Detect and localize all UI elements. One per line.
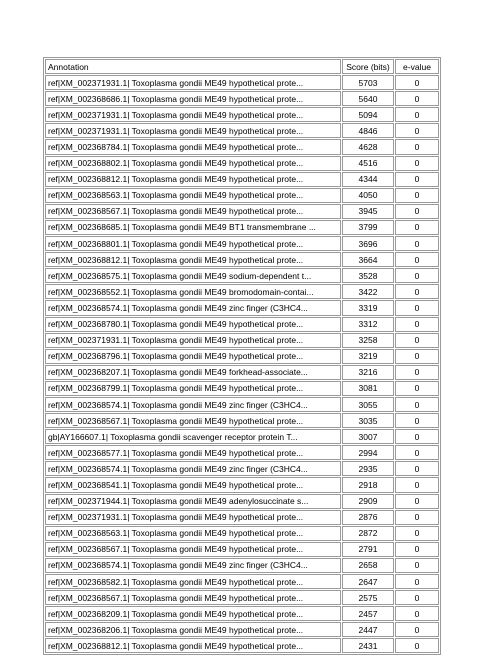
evalue-cell: 0 (395, 381, 439, 396)
score-cell: 5640 (342, 91, 394, 106)
blast-results-table (43, 57, 441, 655)
annotation-cell: ref|XM_002371931.1| Toxoplasma gondii ME49 hypothetical prote... (45, 107, 341, 122)
score-cell: 3219 (342, 349, 394, 364)
column-header-score: Score (bits) (342, 59, 394, 74)
score-cell: 3319 (342, 300, 394, 315)
evalue-cell: 0 (395, 542, 439, 557)
score-cell: 3528 (342, 268, 394, 283)
table-row (45, 220, 439, 235)
annotation-cell: ref|XM_002368812.1| Toxoplasma gondii ME49 hypothetical prote... (45, 172, 341, 187)
table-row (45, 510, 439, 525)
annotation-cell: ref|XM_002368207.1| Toxoplasma gondii ME49 forkhead-associate... (45, 365, 341, 380)
table-row (45, 558, 439, 573)
score-cell: 3216 (342, 365, 394, 380)
annotation-cell: ref|XM_002368206.1| Toxoplasma gondii ME49 hypothetical prote... (45, 622, 341, 637)
score-cell: 3035 (342, 413, 394, 428)
evalue-cell: 0 (395, 139, 439, 154)
evalue-cell: 0 (395, 300, 439, 315)
table-row (45, 300, 439, 315)
table-row (45, 590, 439, 605)
score-cell: 3007 (342, 429, 394, 444)
table-row (45, 461, 439, 476)
annotation-cell: ref|XM_002371944.1| Toxoplasma gondii ME49 adenylosuccinate s... (45, 494, 341, 509)
score-cell: 2918 (342, 477, 394, 492)
annotation-cell: ref|XM_002368209.1| Toxoplasma gondii ME49 hypothetical prote... (45, 606, 341, 621)
evalue-cell: 0 (395, 413, 439, 428)
score-cell: 2791 (342, 542, 394, 557)
score-cell: 5703 (342, 75, 394, 90)
evalue-cell: 0 (395, 445, 439, 460)
annotation-cell: ref|XM_002368563.1| Toxoplasma gondii ME49 hypothetical prote... (45, 526, 341, 541)
score-cell: 2575 (342, 590, 394, 605)
score-cell: 2994 (342, 445, 394, 460)
annotation-cell: ref|XM_002368541.1| Toxoplasma gondii ME49 hypothetical prote... (45, 477, 341, 492)
table-row (45, 139, 439, 154)
evalue-cell: 0 (395, 349, 439, 364)
table-row (45, 429, 439, 444)
table-row (45, 204, 439, 219)
column-header-annotation: Annotation (45, 59, 341, 74)
score-cell: 3258 (342, 333, 394, 348)
table-row (45, 252, 439, 267)
evalue-cell: 0 (395, 638, 439, 653)
table-row (45, 156, 439, 171)
score-cell: 2658 (342, 558, 394, 573)
evalue-cell: 0 (395, 526, 439, 541)
table-row (45, 622, 439, 637)
annotation-cell: ref|XM_002371931.1| Toxoplasma gondii ME49 hypothetical prote... (45, 75, 341, 90)
evalue-cell: 0 (395, 510, 439, 525)
evalue-cell: 0 (395, 317, 439, 332)
evalue-cell: 0 (395, 91, 439, 106)
annotation-cell: ref|XM_002368780.1| Toxoplasma gondii ME49 hypothetical prote... (45, 317, 341, 332)
table-row (45, 606, 439, 621)
table-body (45, 59, 439, 653)
table-header-row (45, 59, 439, 74)
table-row (45, 91, 439, 106)
score-cell: 4628 (342, 139, 394, 154)
annotation-cell: ref|XM_002368812.1| Toxoplasma gondii ME49 hypothetical prote... (45, 252, 341, 267)
table-row (45, 526, 439, 541)
evalue-cell: 0 (395, 172, 439, 187)
annotation-cell: ref|XM_002371931.1| Toxoplasma gondii ME49 hypothetical prote... (45, 333, 341, 348)
evalue-cell: 0 (395, 333, 439, 348)
annotation-cell: ref|XM_002371931.1| Toxoplasma gondii ME49 hypothetical prote... (45, 510, 341, 525)
table-row (45, 638, 439, 653)
score-cell: 5094 (342, 107, 394, 122)
table-row (45, 365, 439, 380)
table-row (45, 107, 439, 122)
annotation-cell: ref|XM_002368802.1| Toxoplasma gondii ME49 hypothetical prote... (45, 156, 341, 171)
annotation-cell: ref|XM_002368784.1| Toxoplasma gondii ME49 hypothetical prote... (45, 139, 341, 154)
evalue-cell: 0 (395, 494, 439, 509)
score-cell: 2872 (342, 526, 394, 541)
table-row (45, 188, 439, 203)
annotation-cell: ref|XM_002368574.1| Toxoplasma gondii ME49 zinc finger (C3HC4... (45, 300, 341, 315)
table-row (45, 477, 439, 492)
annotation-cell: ref|XM_002368574.1| Toxoplasma gondii ME49 zinc finger (C3HC4... (45, 558, 341, 573)
score-cell: 3696 (342, 236, 394, 251)
score-cell: 4344 (342, 172, 394, 187)
annotation-cell: ref|XM_002368582.1| Toxoplasma gondii ME49 hypothetical prote... (45, 574, 341, 589)
table-row (45, 349, 439, 364)
table-row (45, 574, 439, 589)
evalue-cell: 0 (395, 188, 439, 203)
table-row (45, 333, 439, 348)
evalue-cell: 0 (395, 429, 439, 444)
annotation-cell: ref|XM_002368685.1| Toxoplasma gondii ME49 BT1 transmembrane ... (45, 220, 341, 235)
table-row (45, 413, 439, 428)
score-cell: 4050 (342, 188, 394, 203)
evalue-cell: 0 (395, 461, 439, 476)
evalue-cell: 0 (395, 156, 439, 171)
evalue-cell: 0 (395, 75, 439, 90)
column-header-evalue: e-value (395, 59, 439, 74)
annotation-cell: ref|XM_002368552.1| Toxoplasma gondii ME49 bromodomain-contai... (45, 284, 341, 299)
table-row (45, 268, 439, 283)
score-cell: 2457 (342, 606, 394, 621)
evalue-cell: 0 (395, 574, 439, 589)
annotation-cell: ref|XM_002368801.1| Toxoplasma gondii ME49 hypothetical prote... (45, 236, 341, 251)
evalue-cell: 0 (395, 606, 439, 621)
score-cell: 2935 (342, 461, 394, 476)
annotation-cell: ref|XM_002368812.1| Toxoplasma gondii ME49 hypothetical prote... (45, 638, 341, 653)
score-cell: 4846 (342, 123, 394, 138)
score-cell: 3055 (342, 397, 394, 412)
evalue-cell: 0 (395, 558, 439, 573)
annotation-cell: ref|XM_002368686.1| Toxoplasma gondii ME49 hypothetical prote... (45, 91, 341, 106)
score-cell: 3312 (342, 317, 394, 332)
table-row (45, 236, 439, 251)
annotation-cell: ref|XM_002368574.1| Toxoplasma gondii ME49 zinc finger (C3HC4... (45, 397, 341, 412)
score-cell: 2447 (342, 622, 394, 637)
table-row (45, 494, 439, 509)
annotation-cell: ref|XM_002368796.1| Toxoplasma gondii ME49 hypothetical prote... (45, 349, 341, 364)
table-row (45, 397, 439, 412)
table-row (45, 284, 439, 299)
evalue-cell: 0 (395, 284, 439, 299)
annotation-cell: ref|XM_002371931.1| Toxoplasma gondii ME49 hypothetical prote... (45, 123, 341, 138)
annotation-cell: ref|XM_002368567.1| Toxoplasma gondii ME49 hypothetical prote... (45, 542, 341, 557)
evalue-cell: 0 (395, 236, 439, 251)
score-cell: 3422 (342, 284, 394, 299)
table-row (45, 317, 439, 332)
annotation-cell: gb|AY166607.1| Toxoplasma gondii scavenger receptor protein T... (45, 429, 341, 444)
evalue-cell: 0 (395, 590, 439, 605)
table-row (45, 123, 439, 138)
score-cell: 2909 (342, 494, 394, 509)
annotation-cell: ref|XM_002368574.1| Toxoplasma gondii ME49 zinc finger (C3HC4... (45, 461, 341, 476)
table-row (45, 75, 439, 90)
score-cell: 3664 (342, 252, 394, 267)
annotation-cell: ref|XM_002368575.1| Toxoplasma gondii ME49 sodium-dependent t... (45, 268, 341, 283)
table-row (45, 542, 439, 557)
score-cell: 3081 (342, 381, 394, 396)
evalue-cell: 0 (395, 107, 439, 122)
score-cell: 2647 (342, 574, 394, 589)
score-cell: 2876 (342, 510, 394, 525)
score-cell: 2431 (342, 638, 394, 653)
score-cell: 4516 (342, 156, 394, 171)
evalue-cell: 0 (395, 123, 439, 138)
evalue-cell: 0 (395, 622, 439, 637)
evalue-cell: 0 (395, 252, 439, 267)
table-row (45, 172, 439, 187)
evalue-cell: 0 (395, 477, 439, 492)
annotation-cell: ref|XM_002368567.1| Toxoplasma gondii ME49 hypothetical prote... (45, 413, 341, 428)
evalue-cell: 0 (395, 220, 439, 235)
score-cell: 3799 (342, 220, 394, 235)
annotation-cell: ref|XM_002368567.1| Toxoplasma gondii ME49 hypothetical prote... (45, 204, 341, 219)
table-row (45, 445, 439, 460)
evalue-cell: 0 (395, 204, 439, 219)
evalue-cell: 0 (395, 268, 439, 283)
table-row (45, 381, 439, 396)
annotation-cell: ref|XM_002368567.1| Toxoplasma gondii ME49 hypothetical prote... (45, 590, 341, 605)
evalue-cell: 0 (395, 365, 439, 380)
annotation-cell: ref|XM_002368577.1| Toxoplasma gondii ME49 hypothetical prote... (45, 445, 341, 460)
evalue-cell: 0 (395, 397, 439, 412)
annotation-cell: ref|XM_002368563.1| Toxoplasma gondii ME49 hypothetical prote... (45, 188, 341, 203)
score-cell: 3945 (342, 204, 394, 219)
annotation-cell: ref|XM_002368799.1| Toxoplasma gondii ME49 hypothetical prote... (45, 381, 341, 396)
